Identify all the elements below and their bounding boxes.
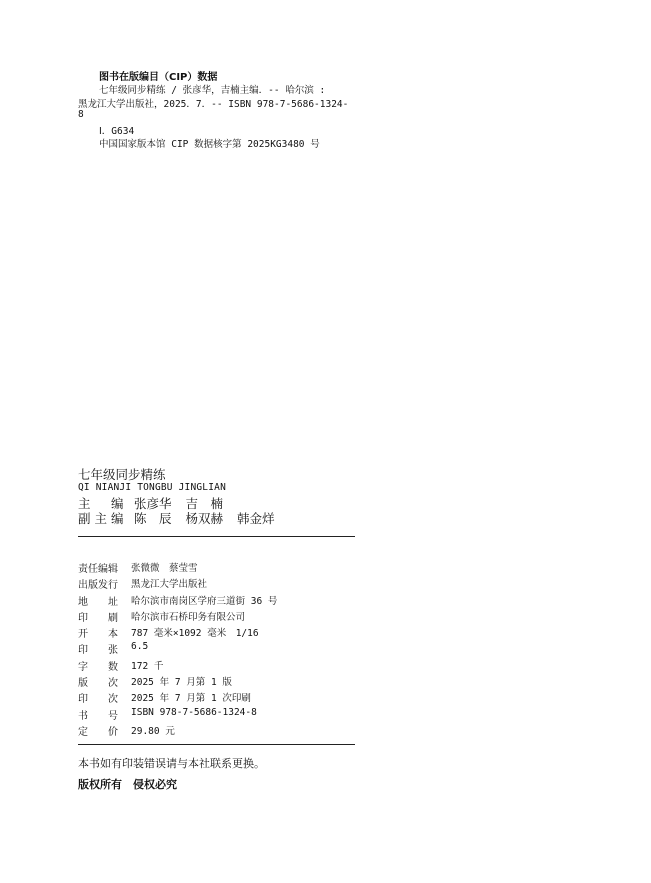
- cip-classification: Ⅰ．G634: [99, 126, 135, 137]
- info-row: [78, 609, 378, 625]
- info-value: 172 千: [131, 660, 164, 672]
- info-value: 黑龙江大学出版社: [131, 579, 208, 591]
- cip-heading: 图书在版编目（CIP）数据: [99, 72, 218, 83]
- info-value: 787 毫米×1092 毫米 1/16: [131, 628, 259, 640]
- info-row: [78, 593, 378, 609]
- book-pinyin: QI NIANJI TONGBU JINGLIAN: [78, 482, 226, 493]
- info-row: [78, 560, 378, 576]
- replacement-notice: 本书如有印装错误请与本社联系更换。: [78, 757, 265, 770]
- info-key: 书 号: [78, 710, 118, 722]
- copyright-notice: 版权所有 侵权必究: [78, 778, 177, 791]
- info-row: [78, 576, 378, 592]
- info-value: 2025 年 7 月第 1 次印刷: [131, 693, 251, 705]
- book-title: 七年级同步精练: [78, 467, 166, 482]
- info-value: 2025 年 7 月第 1 版: [131, 677, 232, 689]
- info-key: 地 址: [78, 596, 118, 608]
- deputy-editor-name: 韩金烊: [236, 511, 275, 526]
- divider-top: [78, 536, 355, 537]
- info-row: [78, 707, 378, 723]
- info-row: [78, 658, 378, 674]
- info-row: [78, 641, 378, 657]
- info-row: [78, 674, 378, 690]
- chief-editor-name: 吉 楠: [185, 496, 223, 511]
- info-key: 字 数: [78, 661, 118, 673]
- info-key: 印 次: [78, 694, 118, 706]
- cip-line-1: 七年级同步精练 / 张彦华，吉楠主编．-- 哈尔滨 :: [99, 85, 326, 96]
- info-key: 开 本: [78, 629, 118, 641]
- chief-editor-name: 张彦华: [133, 496, 172, 511]
- info-value: 哈尔滨市南岗区学府三道街 36 号: [131, 595, 278, 607]
- info-row: [78, 723, 378, 739]
- deputy-editor-name: 陈 辰: [133, 511, 172, 526]
- info-key: 定 价: [78, 726, 118, 738]
- deputy-editor-label: 副主编: [78, 511, 128, 526]
- divider-bottom: [78, 744, 355, 745]
- info-value: 张微微 蔡莹雪: [131, 563, 198, 574]
- info-value: 6.5: [131, 641, 149, 653]
- info-key: 出版发行: [78, 580, 118, 592]
- info-key: 责任编辑: [78, 564, 118, 575]
- info-row: [78, 690, 378, 706]
- cip-line-2: 黑龙江大学出版社，2025．7．-- ISBN 978-7-5686-1324-: [78, 99, 349, 110]
- info-key: 版 次: [78, 678, 118, 690]
- info-value: ISBN 978-7-5686-1324-8: [131, 706, 257, 718]
- deputy-editor-row: [78, 509, 285, 527]
- info-value: 哈尔滨市石桥印务有限公司: [131, 611, 246, 623]
- info-value: 29.80 元: [131, 725, 175, 737]
- deputy-editor-name: 杨双赫: [185, 511, 223, 526]
- publication-info: [78, 560, 378, 739]
- cip-line-3: 8: [78, 109, 84, 120]
- info-key: 印 张: [78, 645, 118, 657]
- info-row: [78, 625, 378, 641]
- cip-record-number: 中国国家版本馆 CIP 数据核字第 2025KG3480 号: [99, 139, 320, 150]
- chief-editor-label: 主 编: [78, 496, 128, 511]
- info-key: 印 刷: [78, 612, 118, 624]
